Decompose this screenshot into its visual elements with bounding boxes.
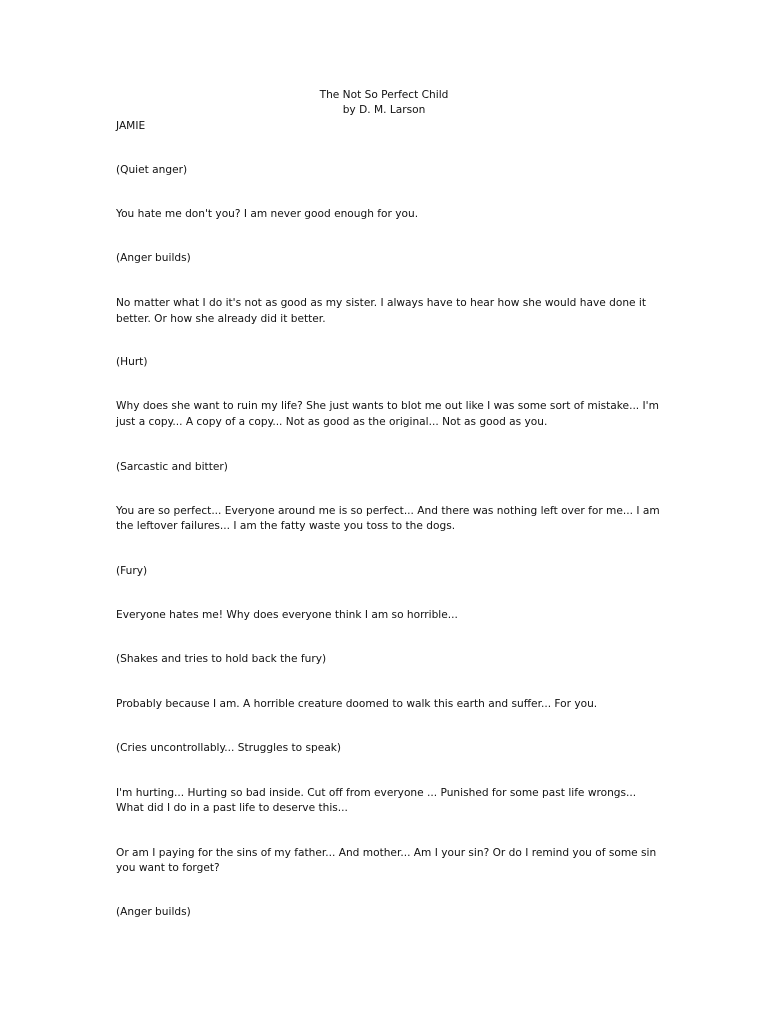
dialogue-line: No matter what I do it's not as good as my sister. I always have to hear how she would have done it (116, 297, 647, 309)
document-byline: by D. M. Larson (342, 104, 426, 116)
character-name: JAMIE (116, 120, 146, 132)
dialogue-line: What did I do in a past life to deserve this... (116, 802, 348, 814)
document-title: The Not So Perfect Child (319, 89, 449, 101)
dialogue-line: Or am I paying for the sins of my father... And mother... Am I your sin? Or do I remind you of some sin (116, 847, 657, 859)
stage-direction: (Anger builds) (116, 906, 191, 918)
dialogue-line: just a copy... A copy of a copy... Not as good as the original... Not as good as you. (116, 416, 548, 428)
stage-direction: (Anger builds) (116, 252, 191, 264)
dialogue-line: I'm hurting... Hurting so bad inside. Cut off from everyone ... Punished for some past life wrongs... (116, 787, 637, 799)
dialogue-line: Probably because I am. A horrible creature doomed to walk this earth and suffer... For you. (116, 698, 598, 710)
stage-direction: (Quiet anger) (116, 164, 188, 176)
stage-direction: (Shakes and tries to hold back the fury) (116, 653, 327, 665)
stage-direction: (Sarcastic and bitter) (116, 461, 228, 473)
dialogue-line: you want to forget? (116, 862, 220, 874)
stage-direction: (Cries uncontrollably... Struggles to speak) (116, 742, 341, 754)
dialogue-line: Why does she want to ruin my life? She just wants to blot me out like I was some sort of mistake... I'm (116, 400, 659, 412)
dialogue-line: You are so perfect... Everyone around me is so perfect... And there was nothing left over for me... I am (116, 505, 660, 517)
dialogue-line: better. Or how she already did it better. (116, 313, 326, 325)
dialogue-line: Everyone hates me! Why does everyone think I am so horrible... (116, 609, 458, 621)
stage-direction: (Hurt) (116, 356, 148, 368)
dialogue-line: the leftover failures... I am the fatty waste you toss to the dogs. (116, 520, 456, 532)
stage-direction: (Fury) (116, 565, 148, 577)
dialogue-line: You hate me don't you? I am never good enough for you. (116, 208, 419, 220)
